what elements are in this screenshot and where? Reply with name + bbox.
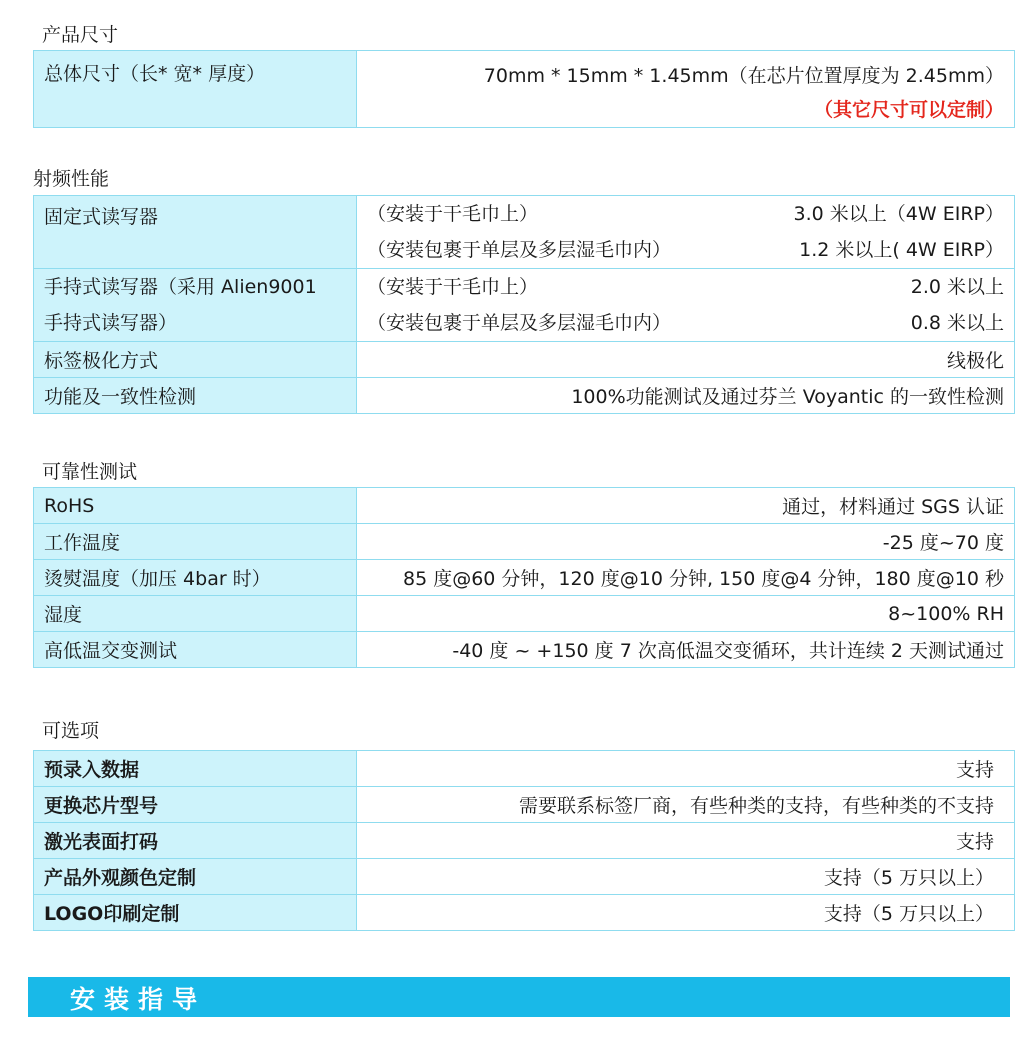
reliability-table: [33, 487, 1015, 668]
table-row: [34, 895, 1015, 931]
handheld-key-line2: 手持式读写器）: [44, 312, 178, 334]
handheld-key-line1: 手持式读写器（采用 Alien9001: [44, 276, 317, 298]
reliability-key: 烫熨温度（加压 4bar 时）: [34, 560, 357, 596]
table-row: [34, 524, 1015, 560]
install-guide-banner: [28, 977, 1010, 1017]
rf-table: [33, 195, 1015, 414]
table-row: [34, 751, 1015, 787]
table-row: [34, 632, 1015, 668]
table-row: [34, 859, 1015, 895]
section-title-rf: 射频性能: [33, 168, 110, 190]
option-value: 支持（5 万只以上）: [357, 859, 1015, 895]
option-value: 支持（5 万只以上）: [357, 895, 1015, 931]
reliability-key: 工作温度: [34, 524, 357, 560]
handheld-row-wet: [367, 305, 1004, 341]
option-value: 支持: [357, 751, 1015, 787]
polarization-key: 标签极化方式: [34, 342, 357, 378]
option-key: 激光表面打码: [34, 823, 357, 859]
fixed-reader-key: 固定式读写器: [34, 196, 357, 269]
option-key: 预录入数据: [34, 751, 357, 787]
polarization-value: 线极化: [357, 342, 1015, 378]
fixed-dry-cond: （安装于干毛巾上）: [367, 203, 539, 225]
option-key: LOGO印刷定制: [34, 895, 357, 931]
size-value: 70mm * 15mm * 1.45mm（在芯片位置厚度为 2.45mm）: [483, 65, 1004, 87]
handheld-row-dry: [367, 269, 1004, 305]
install-guide-title: 安装指导: [70, 985, 207, 1014]
option-key: 更换芯片型号: [34, 787, 357, 823]
reliability-value: -25 度~70 度: [357, 524, 1015, 560]
option-key: 产品外观颜色定制: [34, 859, 357, 895]
function-test-key: 功能及一致性检测: [34, 378, 357, 414]
function-test-value: 100%功能测试及通过芬兰 Voyantic 的一致性检测: [357, 378, 1015, 414]
fixed-row-dry: [367, 196, 1004, 232]
size-table: [33, 50, 1015, 128]
fixed-dry-val: 3.0 米以上（4W EIRP）: [793, 203, 1004, 225]
option-value: 需要联系标签厂商，有些种类的支持，有些种类的不支持: [357, 787, 1015, 823]
handheld-dry-val: 2.0 米以上: [910, 276, 1004, 298]
option-value: 支持: [357, 823, 1015, 859]
table-row: [34, 823, 1015, 859]
reliability-value: 通过，材料通过 SGS 认证: [357, 488, 1015, 524]
reliability-value: -40 度 ~ +150 度 7 次高低温交变循环，共计连续 2 天测试通过: [357, 632, 1015, 668]
fixed-wet-val: 1.2 米以上( 4W EIRP）: [799, 239, 1004, 261]
size-note: （其它尺寸可以定制）: [813, 99, 1004, 121]
reliability-key: 高低温交变测试: [34, 632, 357, 668]
section-title-size: 产品尺寸: [42, 24, 119, 46]
reliability-key: RoHS: [34, 488, 357, 524]
table-row: [34, 560, 1015, 596]
fixed-wet-cond: （安装包裹于单层及多层湿毛巾内）: [367, 239, 672, 261]
section-title-options: 可选项: [42, 720, 100, 742]
options-table: [33, 750, 1015, 931]
reliability-value: 85 度@60 分钟，120 度@10 分钟, 150 度@4 分钟，180 度@10 秒: [357, 560, 1015, 596]
handheld-dry-cond: （安装于干毛巾上）: [367, 276, 539, 298]
reliability-key: 湿度: [34, 596, 357, 632]
fixed-row-wet: [367, 232, 1004, 268]
handheld-wet-val: 0.8 米以上: [910, 312, 1004, 334]
handheld-wet-cond: （安装包裹于单层及多层湿毛巾内）: [367, 312, 672, 334]
section-title-reliability: 可靠性测试: [42, 461, 138, 483]
table-row: [34, 596, 1015, 632]
size-key: 总体尺寸（长* 宽* 厚度）: [34, 51, 357, 128]
table-row: [34, 488, 1015, 524]
reliability-value: 8~100% RH: [357, 596, 1015, 632]
table-row: [34, 787, 1015, 823]
